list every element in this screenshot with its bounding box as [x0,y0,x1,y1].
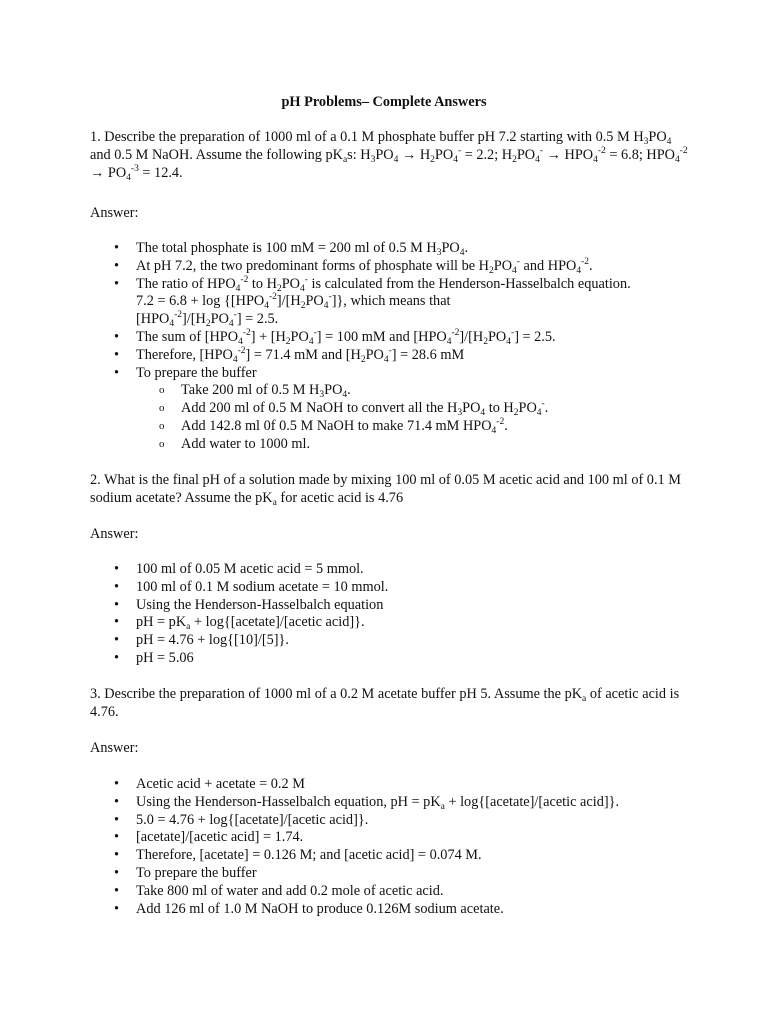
list-item: • To prepare the buffer o Take 200 ml of 0.5 M $H_3PO_4$. o Add 200 ml of 0.5 M NaOH to convert all the $H_3PO_4$ to $H_2PO_4^-$. o Add 142.8 ml 0f 0.5 M NaOH to make 71.4 mM $HPO_4^{-2}$. o Add water to 1000 ml. [114,365,694,454]
list-item: • Add 126 ml of 1.0 M NaOH to produce 0.126M sodium acetate. [114,900,504,917]
bullet-marker: • [114,364,120,381]
question-1-answer-label: Answer: [90,205,139,221]
question-3-text: 3. Describe the preparation of 1000 ml of a 0.2 M acetate buffer pH 5. Assume the $pK_a$ of acetic acid is 4.76. [90,686,680,720]
list-item: • Using the Henderson-Hasselbalch equation [114,596,384,613]
question-2-text: 2. What is the final pH of a solution made by mixing 100 ml of 0.05 M acetic acid and 100 ml of 0.1 M sodium acetate? Assume the $pK_a$ for acetic acid is 4.76 [90,472,681,508]
bullet-marker: • [114,793,120,810]
sub-list-item: o Take 200 ml of 0.5 M $H_3PO_4$. [159,382,351,401]
list-item: • The total phosphate is 100 mM = 200 ml of 0.5 M $H_3PO_4$. [114,240,469,258]
question-2-answer-label: Answer: [90,526,139,542]
bullet-marker: • [114,900,120,917]
list-item: • 100 ml of 0.05 M acetic acid = 5 mmol. [114,561,364,577]
list-item: • 5.0 = 4.76 + log{[acetate]/[acetic acid]}. [114,811,369,828]
list-item: • Take 800 ml of water and add 0.2 mole of acetic acid. [114,882,444,899]
question-1-answer-list [114,240,694,454]
bullet-marker: • [114,811,120,828]
list-item: • Therefore, $[HPO_4^{-2}] = 71.4$ mM and $[H_2PO_4^-] = 28.6$ mM [114,345,465,365]
list-item: • pH = 5.06 [114,649,194,666]
question-2-answer-list [114,561,694,668]
question-3-answer-label: Answer: [90,740,139,756]
list-item: • pH = $pK_a$ + log{[acetate]/[acetic acid]}. [114,614,365,633]
bullet-marker: • [114,847,120,864]
sub-list-item: o Add water to 1000 ml. [159,435,311,452]
bullet-marker: • [114,275,120,292]
list-item: • The ratio of $HPO_4^{-2}$ to $H_2PO_4^-$ is calculated from the Henderson-Hasselbalch equation. $7.2 = 6.8 + \log \{[HPO_4^{-2}]/[H_2PO_4^-]\}$, which means that $[HPO_4^{-2}]/[H_2PO_4^-] = 2.5$. [114,274,631,330]
list-item: • At pH 7.2, the two predominant forms of phosphate will be $H_2PO_4^-$ and $HPO_4^{-2}$. [114,256,593,276]
list-item: • The sum of $[HPO_4^{-2}] + [H_2PO_4^-] = 100$ mM and $[HPO_4^{-2}]/[H_2PO_4^-] = 2.5$. [114,327,556,347]
sub-list-item: o Add 142.8 ml 0f 0.5 M NaOH to make 71.4 mM $HPO_4^{-2}$. [159,416,508,436]
bullet-marker: • [114,328,120,345]
bullet-marker: • [114,864,120,881]
bullet-marker: • [114,632,120,649]
bullet-marker: • [114,829,120,846]
page-title: pH Problems– Complete Answers [281,94,487,110]
list-item: • Using the Henderson-Hasselbalch equation, pH = $pK_a$ + log{[acetate]/[acetic acid]}. [114,793,620,812]
question-3-answer-list [114,776,694,918]
list-item: • Therefore, [acetate] = 0.126 M; and [acetic acid] = 0.074 M. [114,847,482,864]
bullet-marker: • [114,614,120,631]
bullet-marker: • [114,561,120,577]
sub-bullet-marker: o [159,402,165,415]
bullet-marker: • [114,257,120,274]
buffer-steps-list [136,382,694,453]
sub-list-item: o Add 200 ml of 0.5 M NaOH to convert all the $H_3PO_4$ to $H_2PO_4^-$. [159,399,549,419]
sub-bullet-marker: o [159,419,165,432]
bullet-marker: • [114,240,120,256]
sub-bullet-marker: o [159,384,165,397]
list-item: • To prepare the buffer [114,864,257,881]
bullet-marker: • [114,882,120,899]
list-item: • pH = 4.76 + log{[10]/[5]}. [114,632,289,649]
list-item: • [acetate]/[acetic acid] = 1.74. [114,829,304,846]
bullet-marker: • [114,776,120,792]
bullet-marker: • [114,596,120,613]
list-item: • 100 ml of 0.1 M sodium acetate = 10 mmol. [114,578,389,595]
sub-bullet-marker: o [159,437,165,450]
question-1-text: 1. Describe the preparation of 1000 ml of a 0.1 M phosphate buffer pH 7.2 starting with 0.5 M $H_3PO_4$ and 0.5 M NaOH. Assume the following $pK_as$: $H_3PO_4 \to H_2PO_4^- = 2.2$; $H_2PO_4^- \to HPO_4^{-2} = 6.8$; $HPO_4^{-2} \to PO_4^{-3} = 12.4$. [90,129,688,183]
bullet-marker: • [114,578,120,595]
bullet-marker: • [114,346,120,363]
list-item: • Acetic acid + acetate = 0.2 M [114,776,305,792]
bullet-marker: • [114,649,120,666]
